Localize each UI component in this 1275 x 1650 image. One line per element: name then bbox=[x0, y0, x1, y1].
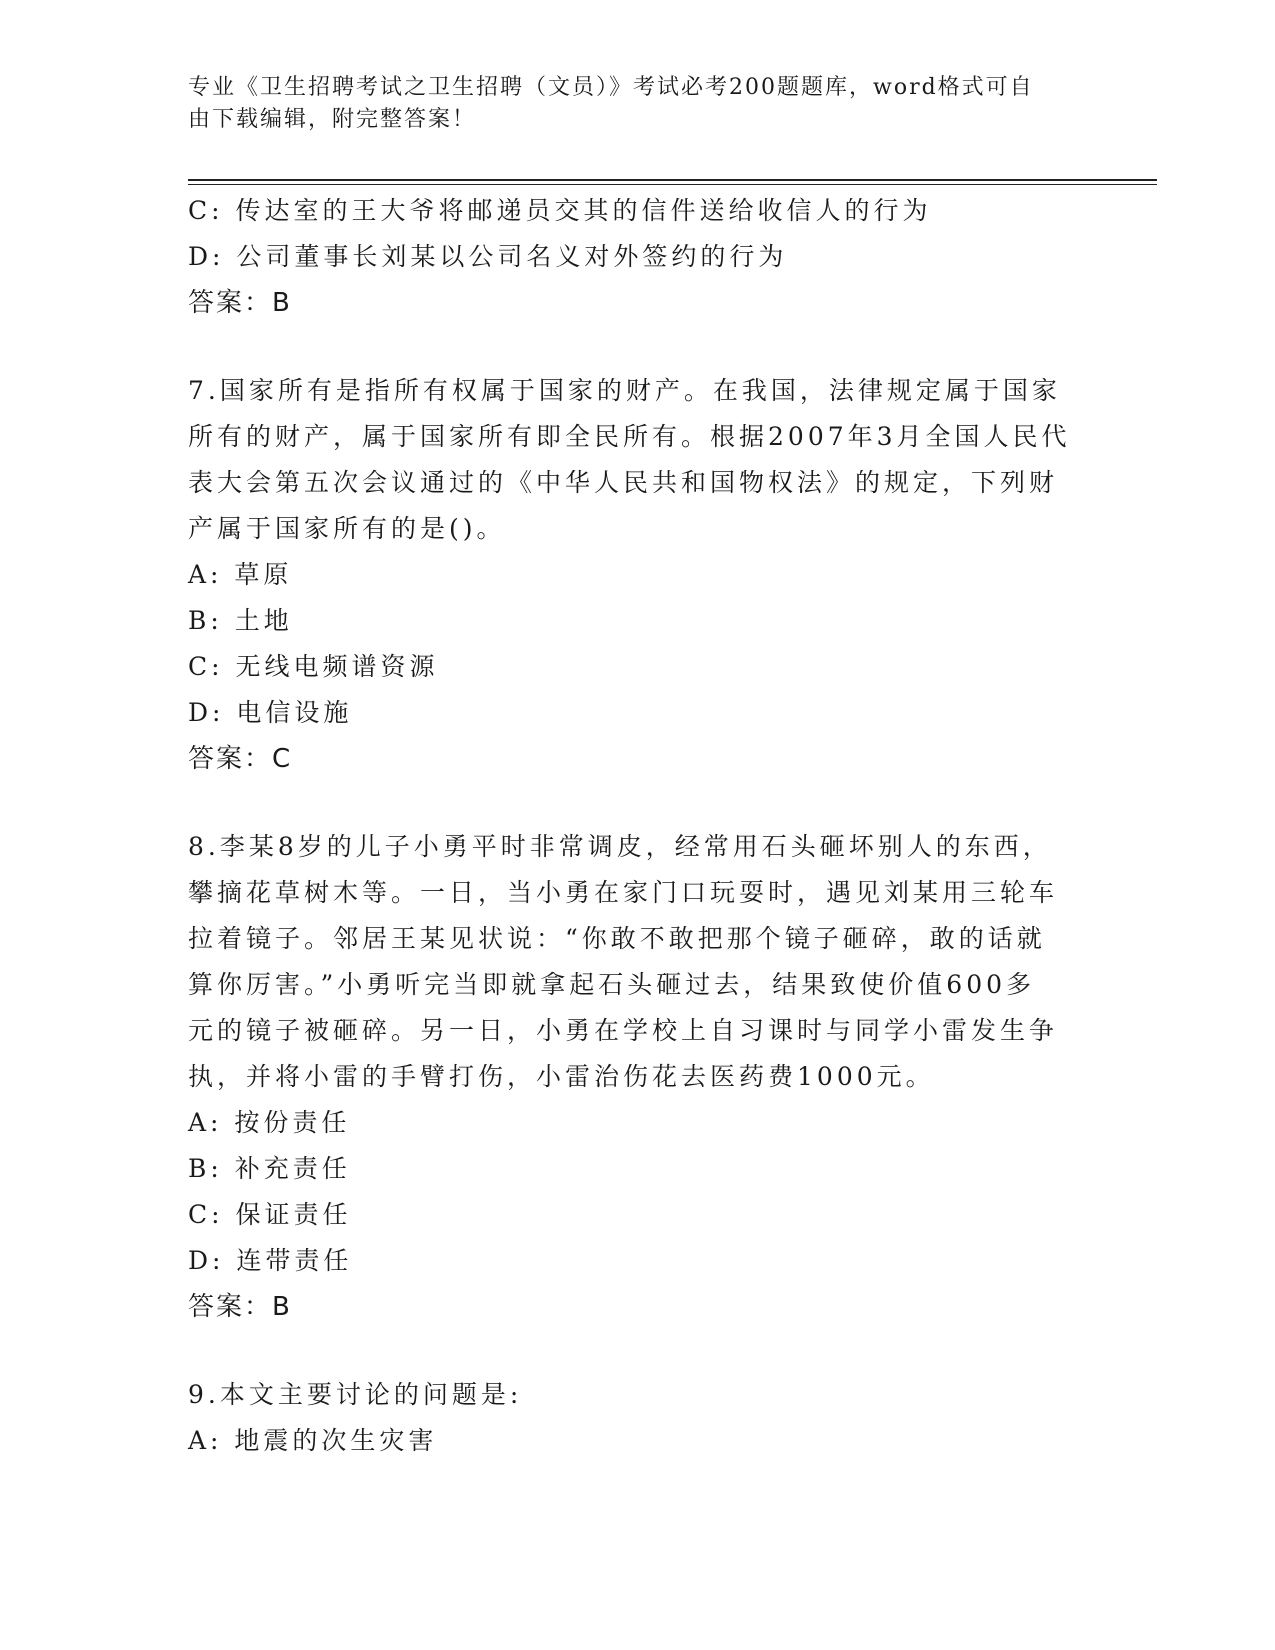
header-rule-thick bbox=[188, 179, 1157, 181]
answer-line: 答案：C bbox=[188, 744, 293, 774]
prev-question-block bbox=[188, 188, 1088, 326]
document-body bbox=[188, 188, 1088, 1464]
question-stem bbox=[188, 368, 1088, 552]
stem-line: 所有的财产，属于国家所有即全民所有。根据2007年3月全国人民代 bbox=[188, 422, 1071, 451]
option-b: B: 土地 bbox=[188, 606, 293, 635]
option-a: A: 按份责任 bbox=[188, 1108, 351, 1137]
stem-line: 产属于国家所有的是()。 bbox=[188, 514, 506, 543]
stem-line: 8.李某8岁的儿子小勇平时非常调皮，经常用石头砸坏别人的东西， bbox=[188, 832, 1052, 861]
option-c: C: 保证责任 bbox=[188, 1200, 352, 1229]
stem-line: 元的镜子被砸碎。另一日，小勇在学校上自习课时与同学小雷发生争 bbox=[188, 1016, 1059, 1045]
answer-line: 答案：B bbox=[188, 288, 292, 318]
question-9 bbox=[188, 1372, 1088, 1464]
option-d: D: 电信设施 bbox=[188, 698, 353, 727]
question-stem bbox=[188, 824, 1088, 1100]
option-a: A: 草原 bbox=[188, 560, 293, 589]
stem-line: 算你厉害。”小勇听完当即就拿起石头砸过去，结果致使价值600多 bbox=[188, 970, 1036, 999]
option-a: A: 地震的次生灾害 bbox=[188, 1426, 438, 1455]
stem-line: 7.国家所有是指所有权属于国家的财产。在我国，法律规定属于国家 bbox=[188, 376, 1061, 405]
stem-line: 执，并将小雷的手臂打伤，小雷治伤花去医药费1000元。 bbox=[188, 1062, 935, 1091]
stem-line: 拉着镜子。邻居王某见状说：“你敢不敢把那个镜子砸碎，敢的话就 bbox=[188, 924, 1046, 953]
document-header bbox=[188, 72, 1068, 136]
option-d: D: 公司董事长刘某以公司名义对外签约的行为 bbox=[188, 242, 788, 271]
answer-line: 答案：B bbox=[188, 1292, 292, 1322]
stem-line: 表大会第五次会议通过的《中华人民共和国物权法》的规定，下列财 bbox=[188, 468, 1059, 497]
question-7 bbox=[188, 368, 1088, 782]
header-line-2: 由下载编辑，附完整答案！ bbox=[188, 107, 477, 132]
stem-line: 攀摘花草树木等。一日，当小勇在家门口玩耍时，遇见刘某用三轮车 bbox=[188, 878, 1059, 907]
option-b: B: 补充责任 bbox=[188, 1154, 351, 1183]
stem-line: 9.本文主要讨论的问题是: bbox=[188, 1380, 523, 1409]
question-8 bbox=[188, 824, 1088, 1330]
question-stem bbox=[188, 1372, 1088, 1418]
option-c: C: 无线电频谱资源 bbox=[188, 652, 439, 681]
option-d: D: 连带责任 bbox=[188, 1246, 353, 1275]
header-line-1: 专业《卫生招聘考试之卫生招聘（文员）》考试必考200题题库，word格式可自 bbox=[188, 75, 1034, 100]
option-c: C: 传达室的王大爷将邮递员交其的信件送给收信人的行为 bbox=[188, 196, 932, 225]
header-rule-thin bbox=[188, 184, 1157, 185]
